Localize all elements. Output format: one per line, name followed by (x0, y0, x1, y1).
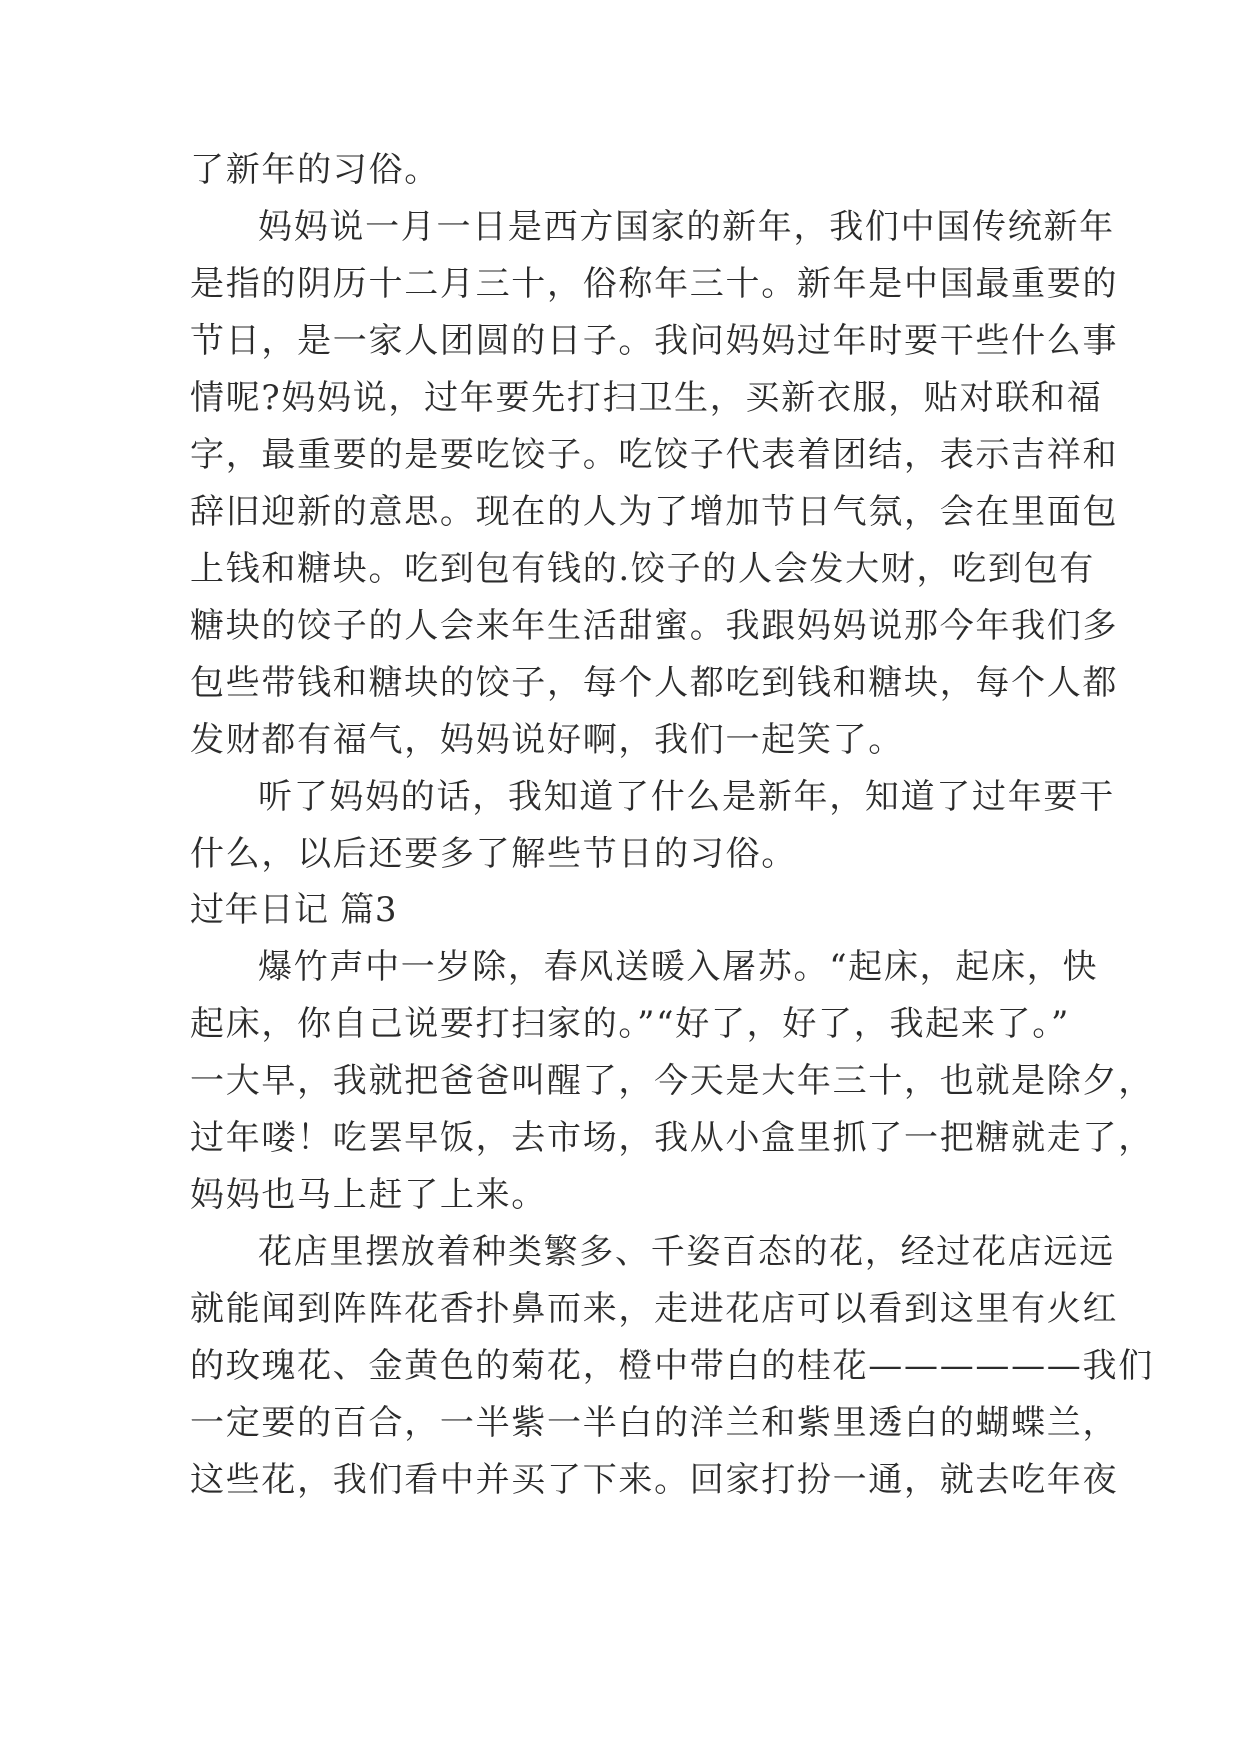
paragraph-first-line: 听了妈妈的话，我知道了什么是新年，知道了过年要干 (258, 777, 1115, 817)
paragraph-first-line: 花店里摆放着种类繁多、千姿百态的花，经过花店远远 (258, 1232, 1115, 1272)
text-line: 什么，以后还要多了解些节日的习俗。 (190, 834, 797, 874)
text-line: 妈妈也马上赶了上来。 (190, 1175, 547, 1215)
text-line: 包些带钱和糖块的饺子，每个人都吃到钱和糖块，每个人都 (190, 663, 1119, 703)
text-line: 起床，你自己说要打扫家的。”“好了，好了，我起来了。” (190, 1004, 1071, 1044)
paragraph-first-line: 爆竹声中一岁除，春风送暖入屠苏。“起床，起床，快 (258, 947, 1099, 987)
text-line: 辞旧迎新的意思。现在的人为了增加节日气氛，会在里面包 (190, 492, 1119, 532)
text-line: 糖块的饺子的人会来年生活甜蜜。我跟妈妈说那今年我们多 (190, 606, 1119, 646)
text-line: 情呢?妈妈说，过年要先打扫卫生，买新衣服，贴对联和福 (190, 378, 1103, 418)
text-line: 是指的阴历十二月三十，俗称年三十。新年是中国最重要的 (190, 264, 1119, 304)
text-line: 的玫瑰花、金黄色的菊花，橙中带白的桂花——————我们 (190, 1346, 1154, 1386)
text-line: 就能闻到阵阵花香扑鼻而来，走进花店可以看到这里有火红 (190, 1289, 1119, 1329)
text-line: 字，最重要的是要吃饺子。吃饺子代表着团结，表示吉祥和 (190, 435, 1119, 475)
text-line: 了新年的习俗。 (190, 150, 440, 190)
text-line: 过年喽！吃罢早饭，去市场，我从小盒里抓了一把糖就走了， (190, 1118, 1154, 1158)
text-line: 上钱和糖块。吃到包有钱的.饺子的人会发大财，吃到包有 (190, 549, 1096, 589)
text-line: 一大早，我就把爸爸叫醒了，今天是大年三十，也就是除夕， (190, 1061, 1154, 1101)
text-line: 一定要的百合，一半紫一半白的洋兰和紫里透白的蝴蝶兰， (190, 1403, 1119, 1443)
text-line: 节日，是一家人团圆的日子。我问妈妈过年时要干些什么事 (190, 321, 1119, 361)
section-heading: 过年日记 篇3 (190, 890, 398, 930)
text-line: 发财都有福气，妈妈说好啊，我们一起笑了。 (190, 720, 904, 760)
paragraph-first-line: 妈妈说一月一日是西方国家的新年，我们中国传统新年 (258, 207, 1115, 247)
text-line: 这些花，我们看中并买了下来。回家打扮一通，就去吃年夜 (190, 1460, 1119, 1500)
